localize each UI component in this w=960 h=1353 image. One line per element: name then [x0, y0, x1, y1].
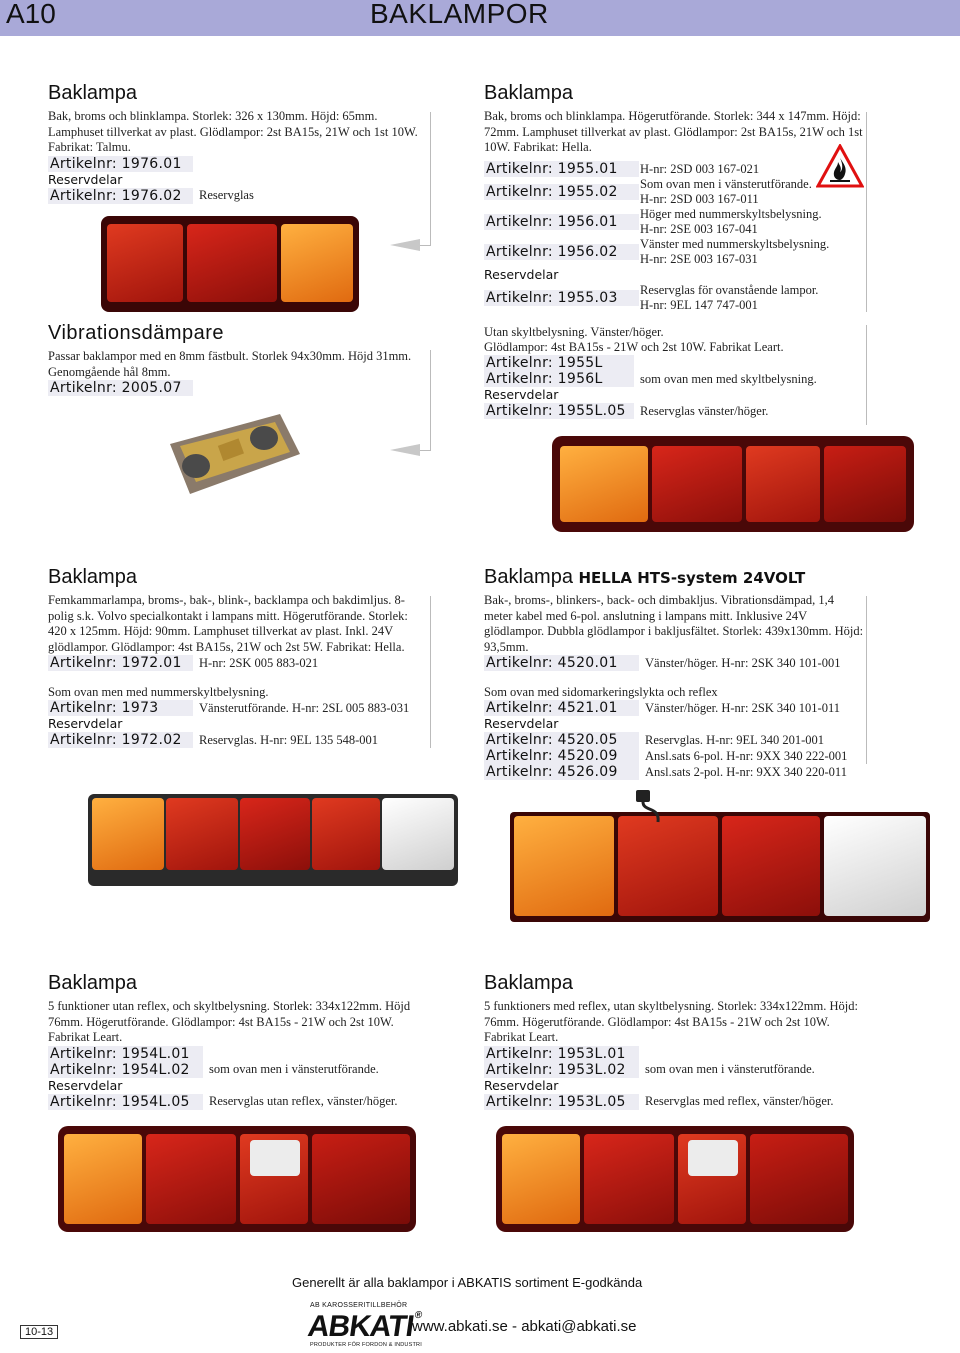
- product-subtitle: HELLA HTS-system 24VOLT: [578, 569, 806, 587]
- article-note: H-nr: 2SD 003 167-021: [640, 161, 760, 176]
- article-number: Artikelnr: 4526.09: [484, 764, 639, 780]
- article-number: Artikelnr: 4520.05: [484, 732, 639, 748]
- tail-lamp-image: [552, 436, 914, 532]
- product-title: Baklampa: [48, 566, 137, 588]
- product-1954L: [48, 972, 420, 1110]
- article-note: som ovan men med skyltbelysning.: [640, 371, 817, 386]
- article-number: Artikelnr: 1972.01: [48, 655, 193, 671]
- pointer-arrow: [390, 239, 420, 251]
- divider: [430, 350, 431, 450]
- article-number: Artikelnr: 1955L.05: [484, 403, 634, 419]
- product-description: Som ovan men med nummerskyltbelysning.: [48, 685, 269, 699]
- article-number: Artikelnr: 2005.07: [48, 380, 193, 396]
- article-number: Artikelnr: 1956.02: [484, 244, 639, 260]
- article-number: Artikelnr: 1956L: [484, 371, 634, 387]
- divider: [430, 596, 431, 748]
- spare-parts-label: Reservdelar: [484, 387, 559, 402]
- divider: [866, 325, 867, 425]
- logo-tagline: AB KAROSSERITILLBEHÖR: [310, 1302, 408, 1309]
- article-number: Artikelnr: 1955L: [484, 355, 634, 371]
- divider: [866, 596, 867, 764]
- vibration-damper-image: [160, 404, 310, 504]
- product-title: Vibrationsdämpare: [48, 322, 225, 344]
- article-number: Artikelnr: 1954L.01: [48, 1046, 203, 1062]
- article-note: Höger med nummerskyltsbelysning.: [640, 207, 822, 221]
- article-number: Artikelnr: 1956.01: [484, 214, 639, 230]
- article-number: Artikelnr: 1955.03: [484, 290, 639, 306]
- article-note: H-nr: 9EL 147 747-001: [640, 298, 758, 312]
- product-title: Baklampa: [484, 972, 573, 994]
- tail-lamp-image: [101, 216, 359, 312]
- product-1976: [48, 82, 420, 204]
- product-1953L: [484, 972, 864, 1110]
- article-number: Artikelnr: 1954L.02: [48, 1062, 203, 1078]
- article-number: Artikelnr: 1976.01: [48, 156, 193, 172]
- flammable-warning-icon: [816, 144, 864, 188]
- product-description: Femkammarlampa, broms-, bak-, blink-, backlampa och bakdimljus. 8-polig s.k. Volvo specialkontakt i lampans mitt. Högerutförande. Storlek: 420 x 125mm. Höjd: 90mm. Lamphuset tillverkat av plast. Inkl. 24V glödlampor. Glödlampor: 4st BA15s, 21W och 2st 5W. Fabrikat: Hella.: [48, 593, 408, 654]
- product-4520: [484, 566, 864, 780]
- article-number: Artikelnr: 1955.02: [484, 184, 639, 200]
- article-list-1955L: [484, 325, 864, 419]
- article-note: H-nr: 2SK 005 883-021: [199, 655, 319, 670]
- spare-parts-label: Reservdelar: [48, 171, 123, 187]
- product-title: Baklampa: [484, 82, 573, 104]
- footer-note: Generellt är alla baklampor i ABKATIS sortiment E-godkända: [292, 1275, 643, 1290]
- article-note: Reservglas. H-nr: 9EL 340 201-001: [645, 732, 825, 747]
- product-description: Glödlampor: 4st BA15s - 21W och 2st 10W. Fabrikat Leart.: [484, 340, 784, 354]
- article-note: Ansl.sats 6-pol. H-nr: 9XX 340 222-001: [645, 748, 848, 763]
- product-1972: [48, 566, 420, 748]
- product-title: Baklampa: [48, 972, 137, 994]
- article-number: Artikelnr: 4520.01: [484, 655, 639, 671]
- product-description: Bak-, broms-, blinkers-, back- och dimbakljus. Vibrationsdämpad, 1,4 meter kabel med 6-pol. anslutning i lampans mitt. Inklusive 24V glödlampor. Dubbla glödlampor i bakljusfältet. Storlek: 439x130mm. Höjd: 93,5mm.: [484, 593, 864, 654]
- article-number: Artikelnr: 1976.02: [48, 188, 193, 204]
- product-description: 5 funktioners med reflex, utan skyltbelysning. Storlek: 334x122mm. Höjd: 76mm. Högerutförande. Glödlampor: 4st BA15s - 21W och 2st 10W. Fabrikat Leart.: [484, 999, 858, 1044]
- article-note: Vänsterutförande. H-nr: 2SL 005 883-031: [199, 700, 410, 715]
- tail-lamp-image: [88, 794, 458, 886]
- spare-parts-label: Reservdelar: [48, 1077, 123, 1093]
- article-number: Artikelnr: 1953L.05: [484, 1094, 639, 1110]
- tail-lamp-image: [58, 1126, 416, 1232]
- product-description: Bak, broms och blinklampa. Storlek: 326 x 130mm. Höjd: 65mm. Lamphuset tillverkat av plast. Glödlampor: 2st BA15s, 21W och 1st 10W. Fabrikat: Talmu.: [48, 109, 418, 154]
- pointer-arrow: [390, 444, 420, 456]
- article-number: Artikelnr: 1954L.05: [48, 1094, 203, 1110]
- product-description: Passar baklampor med en 8mm fästbult. Storlek 94x30mm. Höjd 31mm. Genomgående hål 8mm.: [48, 349, 412, 379]
- article-note: Reservglas utan reflex, vänster/höger.: [209, 1094, 398, 1108]
- article-number: Artikelnr: 4520.09: [484, 748, 639, 764]
- divider: [420, 450, 431, 451]
- article-note: Reservglas: [199, 188, 254, 202]
- spare-parts-label: Reservdelar: [48, 716, 123, 731]
- product-title: Baklampa: [484, 566, 573, 588]
- article-note: H-nr: 2SE 003 167-041: [640, 222, 758, 236]
- spare-parts-label: Reservdelar: [484, 1077, 559, 1093]
- product-description: Som ovan med sidomarkeringslykta och reflex: [484, 685, 718, 699]
- product-1955: [484, 82, 864, 156]
- page-number: 10-13: [20, 1325, 58, 1339]
- divider: [420, 245, 431, 246]
- product-description: 5 funktioner utan reflex, och skyltbelysning. Storlek: 334x122mm. Höjd 76mm. Högerutförande. Glödlampor: 4st BA15s - 21W och 2st 10W. Fabrikat Leart.: [48, 999, 411, 1044]
- article-number: Artikelnr: 1972.02: [48, 732, 193, 748]
- article-note: Vänster med nummerskyltsbelysning.: [640, 237, 830, 251]
- product-description: Bak, broms och blinklampa. Högerutförande. Storlek: 344 x 147mm. Höjd: 72mm. Lamphuset tillverkat av plast. Glödlampor: 2st BA15s, 21W och 1st 10W. Fabrikat: Hella.: [484, 109, 863, 154]
- page-title: BAKLAMPOR: [370, 0, 549, 29]
- article-note: H-nr: 2SE 003 167-031: [640, 252, 758, 266]
- article-note: H-nr: 2SD 003 167-011: [640, 192, 759, 206]
- product-description: Utan skyltbelysning. Vänster/höger.: [484, 325, 664, 339]
- logo-subtitle: PRODUKTER FÖR FORDON & INDUSTRI: [310, 1342, 422, 1348]
- article-number: Artikelnr: 1953L.01: [484, 1046, 639, 1062]
- article-number: Artikelnr: 1973: [48, 700, 193, 716]
- section-code: A10: [6, 0, 56, 29]
- company-logo: ABKATI®: [305, 1310, 422, 1343]
- article-note: Vänster/höger. H-nr: 2SK 340 101-011: [645, 700, 840, 715]
- article-note: Ansl.sats 2-pol. H-nr: 9XX 340 220-011: [645, 764, 847, 779]
- website-link[interactable]: www.abkati.se - abkati@abkati.se: [412, 1318, 637, 1335]
- divider: [430, 112, 431, 245]
- article-note: Vänster/höger. H-nr: 2SK 340 101-001: [645, 655, 841, 670]
- article-note: som ovan men i vänsterutförande.: [209, 1062, 379, 1076]
- spare-parts-label: Reservdelar: [484, 267, 559, 282]
- tail-lamp-image: [496, 1126, 854, 1232]
- divider: [866, 112, 867, 312]
- article-note: Som ovan men i vänsterutförande.: [640, 177, 812, 191]
- article-number: Artikelnr: 1955.01: [484, 161, 639, 177]
- spare-parts-label: Reservdelar: [484, 716, 559, 731]
- product-title: Baklampa: [48, 82, 137, 104]
- tail-lamp-image: [510, 812, 930, 922]
- article-note: Reservglas. H-nr: 9EL 135 548-001: [199, 732, 379, 747]
- article-list-1955: [484, 161, 864, 313]
- article-number: Artikelnr: 1953L.02: [484, 1062, 639, 1078]
- product-vibration-damper: [48, 322, 428, 396]
- connector-cable-image: [630, 786, 670, 826]
- page-header: [0, 0, 960, 36]
- article-note: som ovan men i vänsterutförande.: [645, 1062, 815, 1076]
- article-note: Reservglas för ovanstående lampor.: [640, 283, 819, 297]
- article-note: Reservglas vänster/höger.: [640, 403, 769, 418]
- article-number: Artikelnr: 4521.01: [484, 700, 639, 716]
- article-note: Reservglas med reflex, vänster/höger.: [645, 1094, 834, 1108]
